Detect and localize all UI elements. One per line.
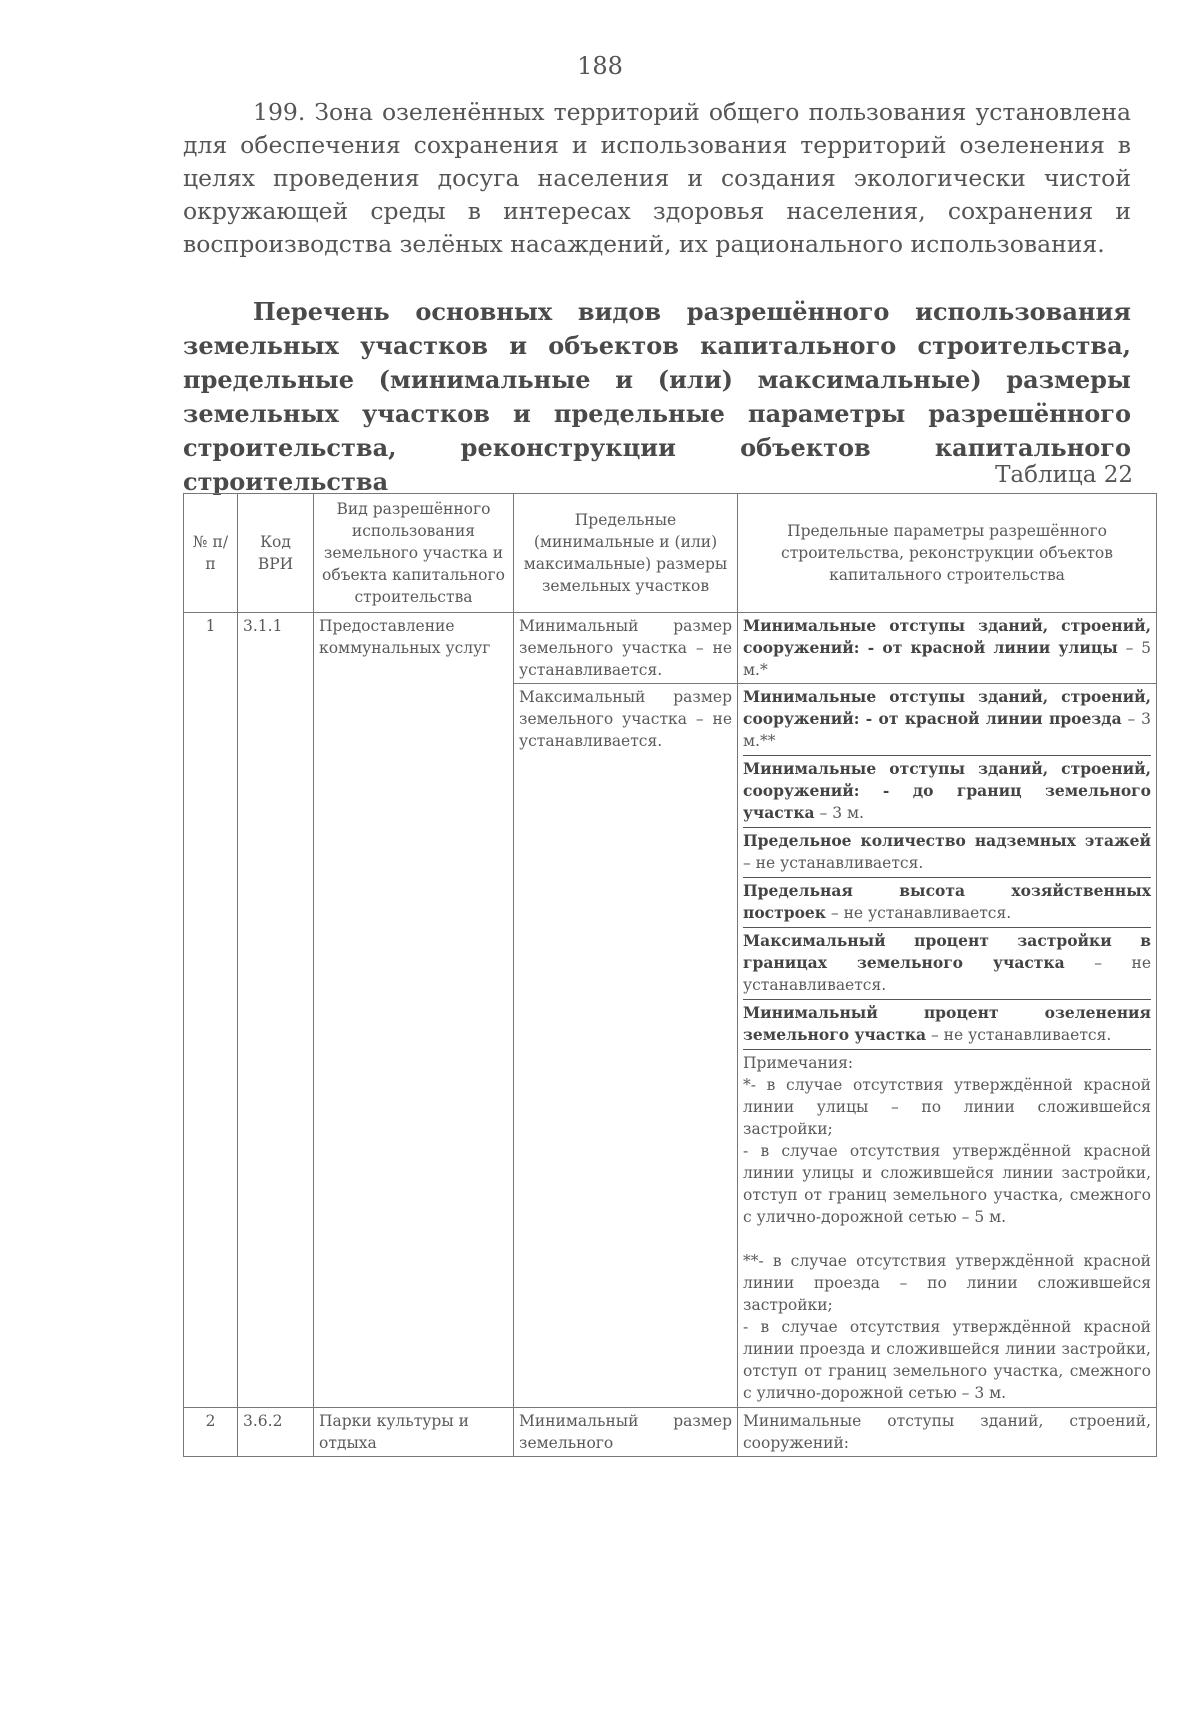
row1-param4-rest: – не устанавливается. (743, 854, 924, 872)
row1-notes (743, 1050, 1151, 1408)
row1-param5-bold: Предельная высота хозяйственных построек (743, 881, 1151, 922)
row1-param7-rest: – не устанавливается. (926, 1026, 1112, 1044)
row1-num: 1 (184, 613, 238, 1408)
table-header-row (184, 494, 1157, 613)
header-size: Предельные (минимальные и (или) максимальные) размеры земельных участков (514, 494, 738, 613)
row2-num: 2 (184, 1408, 238, 1457)
row1-param6 (743, 928, 1151, 1000)
table-row (184, 613, 1157, 684)
row1-code: 3.1.1 (238, 613, 314, 1408)
section-heading: Перечень основных видов разрешённого использования земельных участков и объектов капитального строительства, предельные (минимальные и (или) максимальные) размеры земельных участков и предельные параметры разрешённого строительства, реконструкции объектов капитального строительства (183, 297, 1131, 496)
zone-description-paragraph: 199. Зона озеленённых территорий общего пользования установлена для обеспечения сохранения и использования территорий озеленения в целях проведения досуга населения и создания экологически чистой окружающей среды в интересах здоровья населения, сохранения и воспроизводства зелёных насаждений, их рационального использования. (183, 98, 1131, 258)
header-code: Код ВРИ (238, 494, 314, 613)
row1-param4-bold: Предельное количество надземных этажей (743, 831, 1151, 850)
row2-param: Минимальные отступы зданий, строений, сооружений: (738, 1408, 1157, 1457)
row1-param3 (743, 756, 1151, 828)
row1-param2 (743, 684, 1151, 756)
row1-param3-bold: Минимальные отступы зданий, строений, сооружений: - до границ земельного участка (743, 759, 1151, 822)
notes-title: Примечания: (743, 1054, 854, 1072)
row1-param6-bold: Максимальный процент застройки в границах земельного участка (743, 931, 1151, 972)
row2-size: Минимальный размер земельного (514, 1408, 738, 1457)
row1-param2-rest: – 3 м.** (743, 710, 1151, 750)
row2-code: 3.6.2 (238, 1408, 314, 1457)
page-number: 188 (577, 52, 623, 80)
header-type: Вид разрешённого использования земельного участка и объекта капитального строительства (314, 494, 514, 613)
row1-type: Предоставление коммунальных услуг (314, 613, 514, 1408)
row1-param7 (743, 1000, 1151, 1050)
header-params: Предельные параметры разрешённого строительства, реконструкции объектов капитального строительства (738, 494, 1157, 613)
row1-param5-rest: – не устанавливается. (825, 904, 1012, 922)
row1-size-max: Максимальный размер земельного участка – не устанавливается. (514, 684, 738, 1408)
note-3: **- в случае отсутствия утверждённой красной линии проезда – по линии сложившейся застройки; (743, 1252, 1151, 1314)
header-num: № п/п (184, 494, 238, 613)
row1-param1-rest: – 5 м.* (743, 639, 1151, 679)
row1-params-list (743, 684, 1151, 1407)
row1-params-block (738, 684, 1157, 1408)
permitted-use-table (183, 493, 1157, 1457)
row1-param7-bold: Минимальный процент озеленения земельного участка (743, 1003, 1151, 1044)
table-label: Таблица 22 (995, 462, 1133, 488)
row1-param1-bold: Минимальные отступы зданий, строений, сооружений: - от красной линии улицы (743, 616, 1151, 657)
note-4: - в случае отсутствия утверждённой красной линии проезда и сложившейся линии застройки, отступ от границ земельного участка, смежного с улично-дорожной сетью – 3 м. (743, 1318, 1151, 1402)
row1-param3-rest: – 3 м. (814, 804, 864, 822)
row1-param2-bold: Минимальные отступы зданий, строений, сооружений: - от красной линии проезда (743, 687, 1151, 728)
row1-param6-rest: – не устанавливается. (743, 954, 1151, 994)
row2-type: Парки культуры и отдыха (314, 1408, 514, 1457)
row1-param1 (738, 613, 1157, 684)
table-row (184, 1408, 1157, 1457)
row1-param5 (743, 878, 1151, 928)
row1-param4 (743, 828, 1151, 878)
note-1: *- в случае отсутствия утверждённой красной линии улицы – по линии сложившейся застройки; (743, 1076, 1151, 1138)
row1-size-min: Минимальный размер земельного участка – не устанавливается. (514, 613, 738, 684)
note-2: - в случае отсутствия утверждённой красной линии улицы и сложившейся линии застройки, отступ от границ земельного участка, смежного с улично-дорожной сетью – 5 м. (743, 1142, 1151, 1226)
